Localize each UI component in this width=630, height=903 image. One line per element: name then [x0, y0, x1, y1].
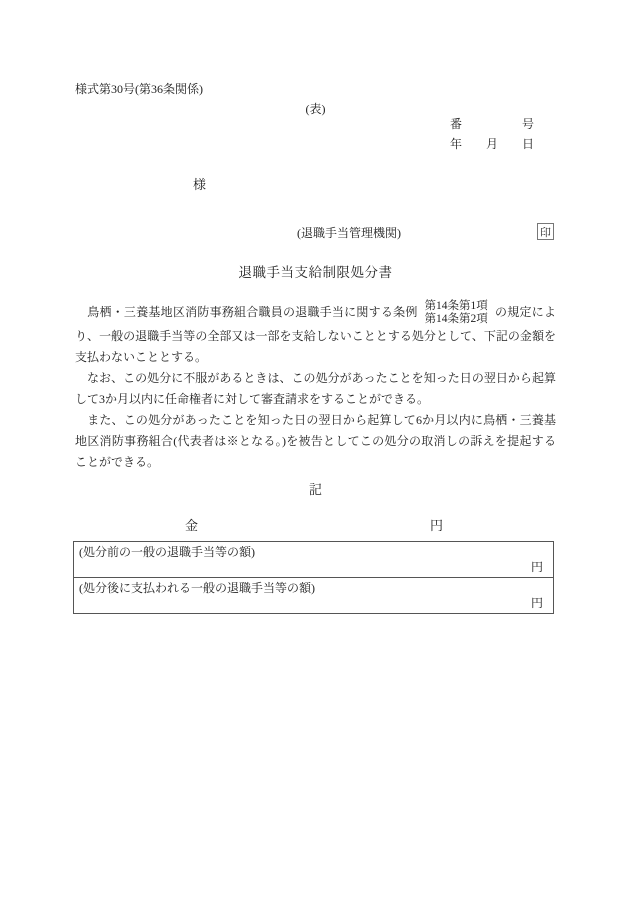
amount-table	[73, 541, 554, 614]
row-label-after-disposition: (処分後に支払われる一般の退職手当等の額)	[79, 581, 315, 595]
side-label: (表)	[305, 102, 326, 116]
date-line	[450, 134, 534, 154]
document-title: 退職手当支給制限処分書	[238, 265, 393, 280]
number-unit: 号	[521, 117, 534, 131]
reference-block	[450, 114, 534, 154]
paragraph-1-before: 鳥栖・三養基地区消防事務組合職員の退職手当に関する条例	[75, 304, 418, 319]
paragraph-2: なお、この処分に不服があるときは、この処分があったことを知った日の翌日から起算して3か月以内に任命権者に対して審査請求をすることができる。	[75, 371, 556, 406]
day-label: 日	[521, 137, 534, 151]
row-unit-yen: 円	[530, 560, 543, 574]
amount-prefix: 金	[185, 518, 199, 533]
paragraph-1	[75, 300, 556, 368]
authority-label: (退職手当管理機関)	[297, 226, 401, 240]
year-label: 年	[450, 137, 463, 151]
month-label: 月	[485, 137, 498, 151]
row-label-before-disposition: (処分前の一般の退職手当等の額)	[79, 545, 255, 559]
document-number-line	[450, 114, 534, 134]
ki-heading: 記	[308, 482, 322, 497]
article-citation-stack	[425, 300, 488, 326]
paragraph-1-after: の規定により、一般の退職手当等の全部又は一部を支給しないこととする処分として、下記の金額を支払わないこととする。	[75, 304, 556, 364]
table-row	[74, 577, 553, 613]
number-label: 番	[450, 117, 463, 131]
addressee-suffix: 様	[193, 177, 207, 192]
table-row	[74, 542, 553, 577]
amount-unit: 円	[430, 518, 444, 533]
seal-character: 印	[540, 226, 551, 239]
article-citation-1: 第14条第1項	[424, 300, 488, 312]
form-number: 様式第30号(第36条関係)	[75, 82, 203, 96]
seal-box	[537, 223, 554, 240]
paragraph-3: また、この処分があったことを知った日の翌日から起算して6か月以内に鳥栖・三養基地区消防事務組合(代表者は※となる。)を被告としてこの処分の取消しの訴えを提起することができる。	[75, 413, 556, 469]
body-text	[75, 300, 556, 473]
article-citation-2: 第14条第2項	[424, 313, 488, 325]
row-unit-yen: 円	[530, 596, 543, 610]
